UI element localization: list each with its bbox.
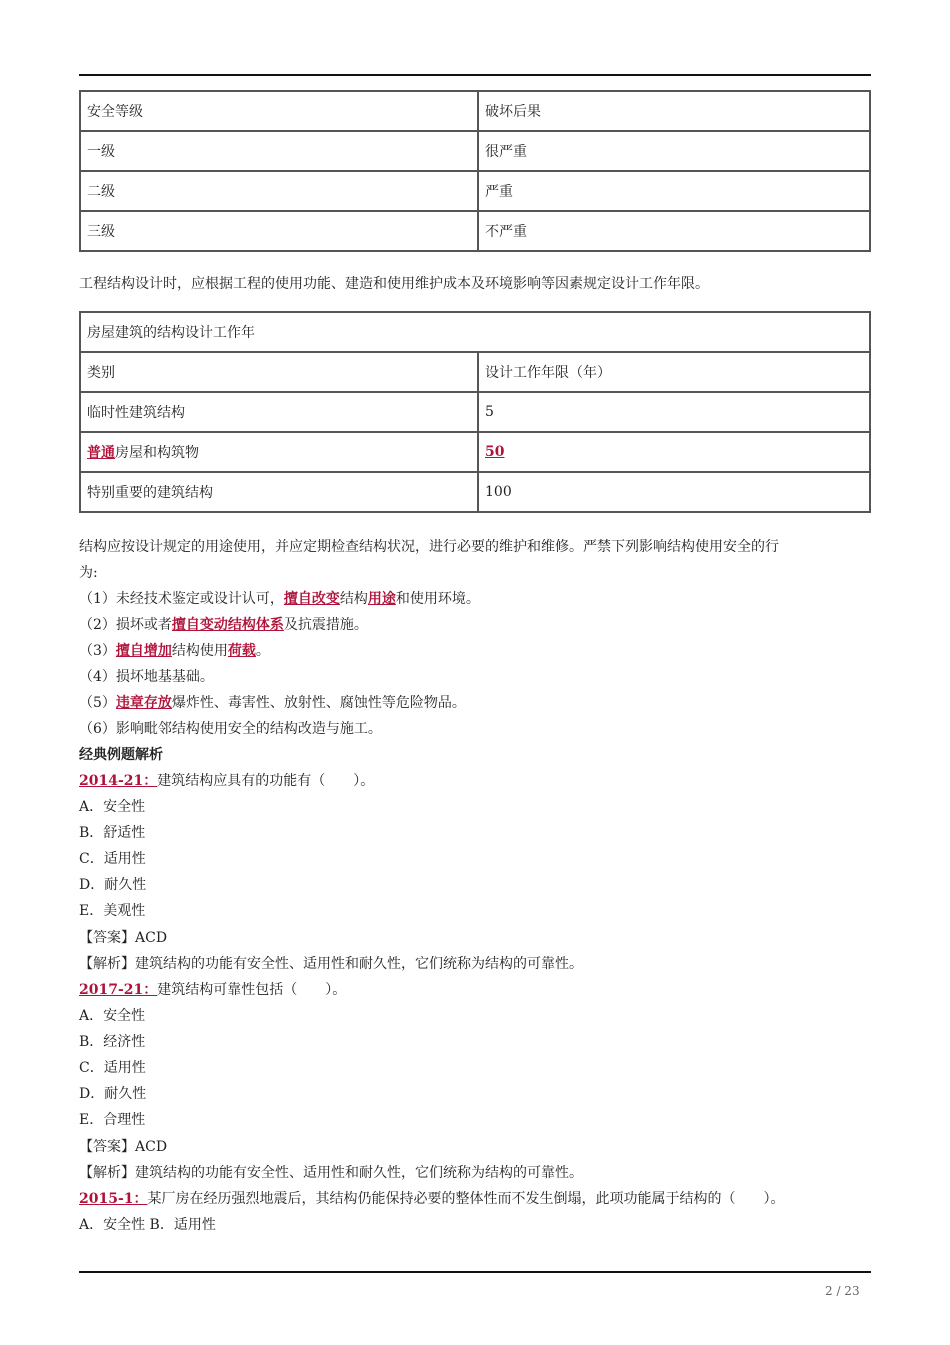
question-stem — [79, 980, 346, 1000]
question-code: 2015-1： — [79, 1191, 148, 1207]
table-title-cell: 房屋建筑的结构设计工作年 — [80, 312, 870, 352]
list-text: 结构使用 — [171, 643, 228, 659]
design-life-table — [79, 311, 871, 513]
table-cell: 三级 — [80, 211, 478, 251]
table-cell: 严重 — [478, 171, 870, 211]
answer: 【答案】ACD — [79, 930, 168, 946]
list-text: （5） — [79, 695, 116, 711]
option: C．适用性 — [79, 1060, 146, 1076]
option: C．适用性 — [79, 851, 146, 867]
table-cell: 不严重 — [478, 211, 870, 251]
option: A．安全性 — [79, 1008, 146, 1024]
question-text: 某厂房在经历强烈地震后，其结构仍能保持必要的整体性而不发生倒塌，此项功能属于结构的（ ）。 — [147, 1191, 785, 1207]
footer-rule — [79, 1271, 871, 1273]
option: B．舒适性 — [79, 825, 146, 841]
highlight-text: 荷载 — [227, 643, 256, 659]
question-code: 2014-21： — [79, 773, 158, 789]
list-item — [79, 641, 270, 661]
table-header-cell: 安全等级 — [80, 91, 478, 131]
answer: 【答案】ACD — [79, 1139, 168, 1155]
question-code: 2017-21： — [79, 982, 158, 998]
highlight-text: 擅自改变 — [283, 591, 340, 607]
table-cell: 特别重要的建筑结构 — [80, 472, 478, 512]
list-text: 爆炸性、毒害性、放射性、腐蚀性等危险物品。 — [171, 695, 466, 711]
table-cell — [80, 432, 478, 472]
list-text: 及抗震措施。 — [283, 617, 368, 633]
option: A．安全性 — [79, 799, 146, 815]
paragraph-design-life: 工程结构设计时，应根据工程的使用功能、建造和使用维护成本及环境影响等因素规定设计工作年限。 — [79, 276, 709, 292]
option: E．合理性 — [79, 1112, 146, 1128]
table-row — [80, 131, 870, 171]
list-item — [79, 615, 368, 635]
table-cell-text: 房屋和构筑物 — [115, 445, 199, 461]
highlight-text: 用途 — [367, 591, 396, 607]
option: A．安全性 B．适用性 — [79, 1217, 216, 1233]
paragraph-usage-cont: 为: — [79, 565, 98, 581]
list-text: （1）未经技术鉴定或设计认可， — [79, 591, 284, 607]
list-item: （6）影响毗邻结构使用安全的结构改造与施工。 — [79, 721, 382, 737]
list-item: （4）损坏地基基础。 — [79, 669, 214, 685]
table-row — [80, 392, 870, 432]
question-text: 建筑结构应具有的功能有（ ）。 — [157, 773, 375, 789]
list-text: （2）损坏或者 — [79, 617, 172, 633]
table-row — [80, 432, 870, 472]
highlight-text: 擅自增加 — [115, 643, 172, 659]
analysis: 【解析】建筑结构的功能有安全性、适用性和耐久性，它们统称为结构的可靠性。 — [79, 1165, 583, 1181]
question-stem — [79, 1189, 785, 1209]
question-text: 建筑结构可靠性包括（ ）。 — [157, 982, 347, 998]
table-row — [80, 472, 870, 512]
table-row — [80, 312, 870, 352]
list-text: 和使用环境。 — [395, 591, 480, 607]
list-item — [79, 693, 466, 713]
table-cell: 一级 — [80, 131, 478, 171]
table-row — [80, 211, 870, 251]
paragraph-usage: 结构应按设计规定的用途使用，并应定期检查结构状况，进行必要的维护和维修。严禁下列影响结构使用安全的行 — [79, 539, 779, 555]
table-cell: 临时性建筑结构 — [80, 392, 478, 432]
section-title: 经典例题解析 — [79, 747, 163, 763]
table-header-cell: 类别 — [80, 352, 478, 392]
option: B．经济性 — [79, 1034, 146, 1050]
highlight-text: 50 — [485, 444, 505, 460]
safety-level-table — [79, 90, 871, 252]
table-cell: 100 — [478, 472, 870, 512]
table-header-cell: 破坏后果 — [478, 91, 870, 131]
highlight-text: 违章存放 — [115, 695, 172, 711]
question-stem — [79, 771, 374, 791]
option: D．耐久性 — [79, 1086, 147, 1102]
list-item — [79, 589, 480, 609]
table-cell: 很严重 — [478, 131, 870, 171]
table-cell: 二级 — [80, 171, 478, 211]
page-number: 2 / 23 — [825, 1284, 860, 1298]
list-text: 结构 — [339, 591, 368, 607]
header-rule — [79, 74, 871, 76]
highlight-text: 擅自变动结构体系 — [171, 617, 284, 633]
highlight-text: 普通 — [87, 445, 115, 461]
option: D．耐久性 — [79, 877, 147, 893]
list-text: 。 — [255, 643, 270, 659]
table-cell: 5 — [478, 392, 870, 432]
option: E．美观性 — [79, 903, 146, 919]
table-cell — [478, 432, 870, 472]
list-text: （3） — [79, 643, 116, 659]
table-header-cell: 设计工作年限（年） — [478, 352, 870, 392]
analysis: 【解析】建筑结构的功能有安全性、适用性和耐久性，它们统称为结构的可靠性。 — [79, 956, 583, 972]
table-row — [80, 171, 870, 211]
table-row — [80, 352, 870, 392]
table-row — [80, 91, 870, 131]
